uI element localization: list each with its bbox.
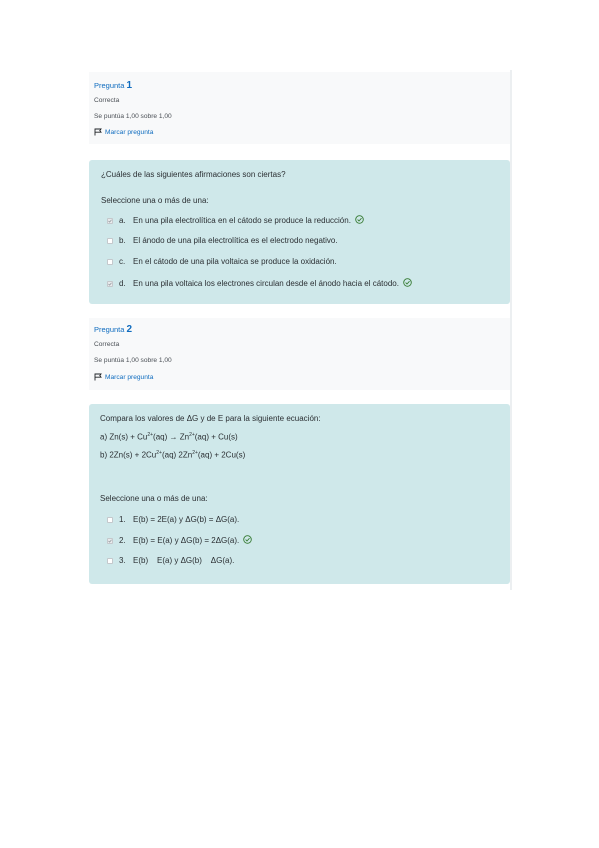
question-1-instruction: Seleccione una o más de una: — [101, 196, 209, 205]
q1-option-b[interactable]: b. El ánodo de una pila electrolítica es el electrodo negativo. — [107, 236, 338, 245]
q2-option-2[interactable]: 2. E(b) = E(a) y ΔG(b) = 2ΔG(a). — [107, 535, 252, 546]
question-1-content — [89, 160, 510, 304]
checkbox-checked[interactable] — [107, 218, 113, 224]
question-2-prompt: Compara los valores de ΔG y de E para la siguiente ecuación: — [100, 414, 321, 423]
flag-question-2-link[interactable]: Marcar pregunta — [94, 373, 153, 381]
question-1-prompt: ¿Cuáles de las siguientes afirmaciones son ciertas? — [101, 170, 286, 179]
checkbox-unchecked[interactable] — [107, 238, 113, 244]
checkbox-checked[interactable] — [107, 281, 113, 287]
question-1-grade: Se puntúa 1,00 sobre 1,00 — [94, 113, 172, 120]
flag-icon — [94, 373, 102, 381]
question-2-content — [89, 404, 510, 584]
q2-option-3[interactable]: 3. E(b) E(a) y ΔG(b) ΔG(a). — [107, 556, 234, 565]
correct-check-icon — [403, 278, 412, 289]
checkbox-unchecked[interactable] — [107, 517, 113, 523]
question-1-info — [89, 72, 510, 144]
correct-check-icon — [243, 535, 252, 546]
checkbox-unchecked[interactable] — [107, 558, 113, 564]
q1-option-a[interactable]: a. En una pila electrolítica en el cátodo se produce la reducción. — [107, 215, 364, 226]
equation-b: b) $2Zn(s) + 2Cu^{2+}(aq) 2Zn^{2+}(aq) + 2Cu(s)$ — [100, 450, 246, 460]
question-2-instruction: Seleccione una o más de una: — [100, 494, 208, 503]
flag-question-1-link[interactable]: Marcar pregunta — [94, 128, 153, 136]
q1-option-d[interactable]: d. En una pila voltaica los electrones circulan desde el ánodo hacia el cátodo. — [107, 278, 412, 289]
checkbox-unchecked[interactable] — [107, 259, 113, 265]
question-2-info — [89, 318, 510, 390]
flag-icon — [94, 128, 102, 136]
q1-option-c[interactable]: c. En el cátodo de una pila voltaica se produce la oxidación. — [107, 257, 337, 266]
q2-option-1[interactable]: 1. E(b) = 2E(a) y ΔG(b) = ΔG(a). — [107, 515, 239, 524]
equation-a: a) $Zn(s) + Cu^{2+}(aq) \to Zn^{2+}(aq) + Cu(s)$ — [100, 432, 238, 442]
question-1-status: Correcta — [94, 97, 120, 104]
question-1-heading: Pregunta 1 — [94, 80, 133, 91]
question-2-heading: Pregunta 2 — [94, 324, 133, 335]
correct-check-icon — [355, 215, 364, 226]
page-edge — [510, 70, 512, 590]
question-2-grade: Se puntúa 1,00 sobre 1,00 — [94, 357, 172, 364]
checkbox-checked[interactable] — [107, 538, 113, 544]
question-2-status: Correcta — [94, 341, 120, 348]
